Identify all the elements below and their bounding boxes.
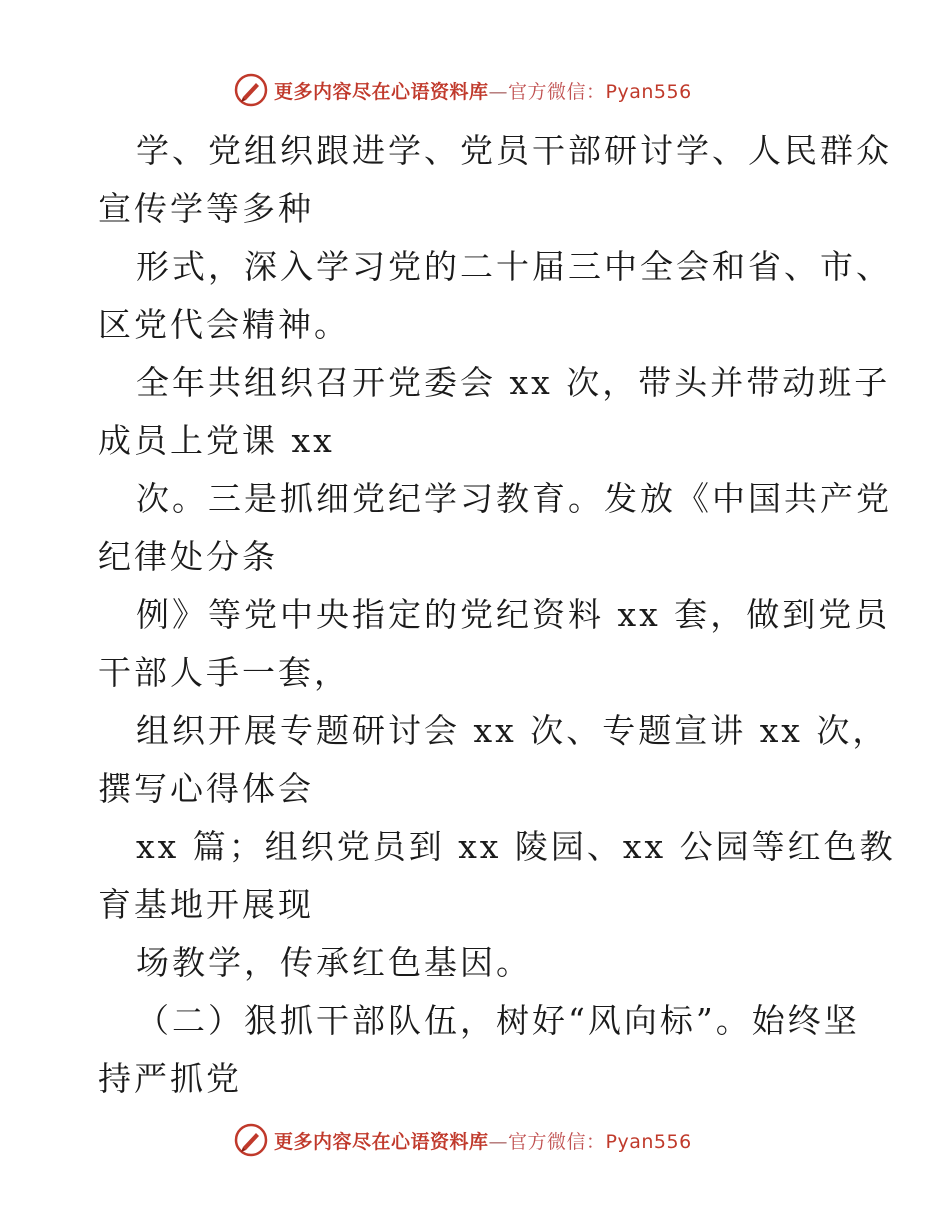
pen-logo-icon [234, 73, 268, 107]
watermark-separator: — [488, 1130, 509, 1153]
watermark-wechat-id: Pyan556 [605, 80, 692, 103]
pen-logo-icon [234, 1123, 268, 1157]
watermark-wechat-label: 官方微信： [508, 1130, 606, 1153]
text-line: （二）狠抓干部队伍，树好“风向标”。始终坚 [136, 1001, 860, 1040]
text-line: 宣传学等多种 [98, 189, 314, 228]
text-line: 例》等党中央指定的党纪资料 xx 套，做到党员 [136, 595, 891, 634]
text-line: 持严抓党 [98, 1059, 242, 1098]
text-line: xx 篇；组织党员到 xx 陵园、xx 公园等红色教 [136, 827, 896, 866]
text-line: 干部人手一套， [98, 653, 350, 692]
text-line: 育基地开展现 [98, 885, 314, 924]
watermark-banner-top [0, 70, 950, 110]
watermark-text: 更多内容尽在心语资料库 [274, 80, 489, 103]
watermark-wechat-label: 官方微信： [508, 80, 606, 103]
text-line: 区党代会精神。 [98, 305, 350, 344]
watermark-banner-bottom [0, 1120, 950, 1160]
watermark-text: 更多内容尽在心语资料库 [274, 1130, 489, 1153]
text-line: 次。三是抓细党纪学习教育。发放《中国共产党 [136, 479, 892, 518]
watermark-wechat-id: Pyan556 [605, 1130, 692, 1153]
text-line: 学、党组织跟进学、党员干部研讨学、人民群众 [136, 131, 892, 170]
watermark-separator: — [488, 80, 509, 103]
text-line: 全年共组织召开党委会 xx 次，带头并带动班子 [136, 363, 891, 402]
text-line: 场教学，传承红色基因。 [136, 943, 532, 982]
text-line: 纪律处分条 [98, 537, 278, 576]
document-body [98, 122, 896, 1108]
text-line: 组织开展专题研讨会 xx 次、专题宣讲 xx 次， [136, 711, 889, 750]
text-line: 撰写心得体会 [98, 769, 314, 808]
text-line: 形式，深入学习党的二十届三中全会和省、市、 [136, 247, 892, 286]
text-line: 成员上党课 xx [98, 421, 335, 460]
